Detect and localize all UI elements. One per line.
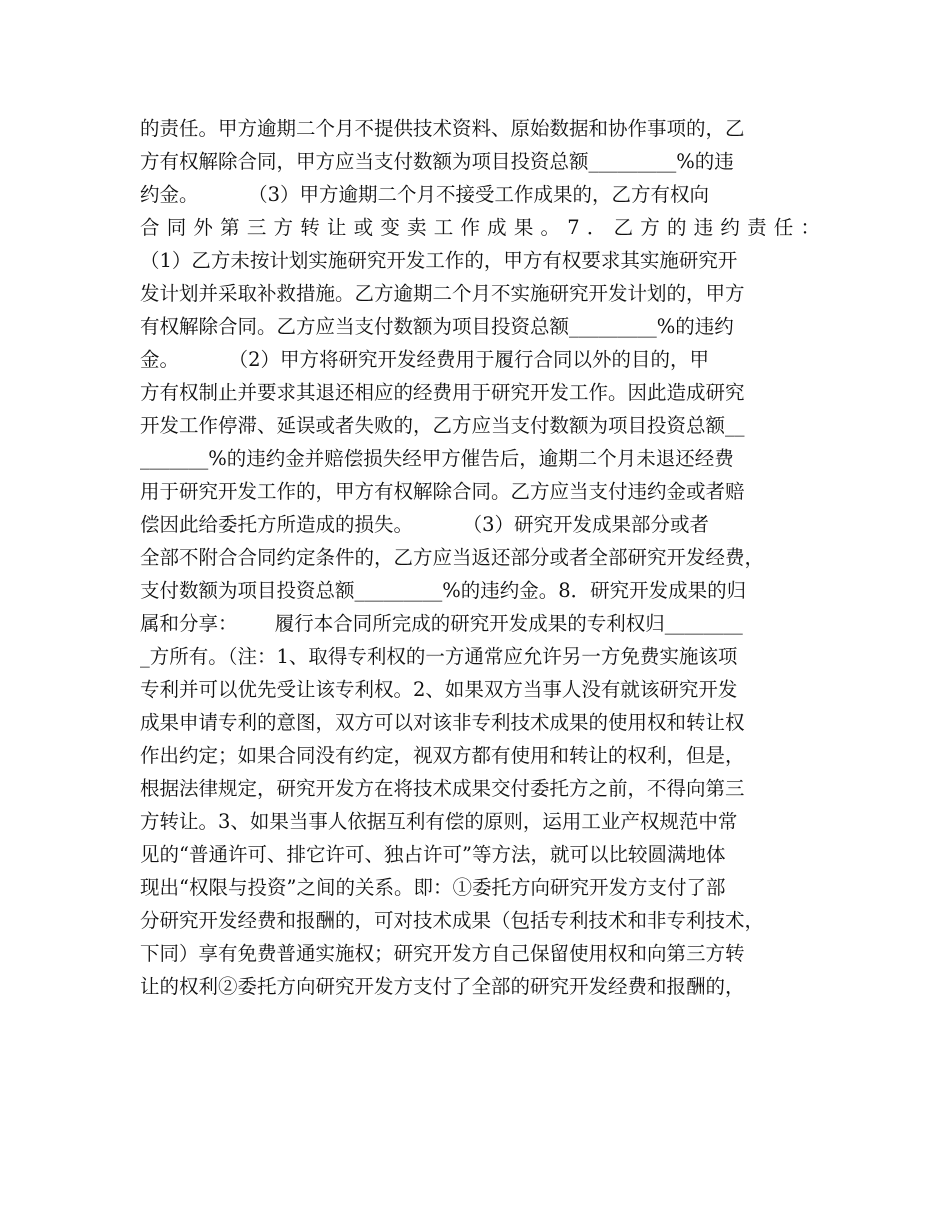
text-line-16: 属和分享： 履行本合同所完成的研究开发成果的专利权归________ xyxy=(140,612,743,635)
text-line-5: （1）乙方未按计划实施研究开发工作的，甲方有权要求其实施研究开 xyxy=(140,249,738,272)
text-line-6: 发计划并采取补救措施。乙方逾期二个月不实施研究开发计划的，甲方 xyxy=(140,282,745,305)
text-line-22: 方转让。3、如果当事人依据互利有偿的原则，运用工业产权规范中常 xyxy=(140,810,738,833)
text-line-25: 分研究开发经费和报酬的，可对技术成果（包括专利技术和非专利技术， xyxy=(140,909,765,932)
text-line-3: 约金。 （3）甲方逾期二个月不接受工作成果的，乙方有权向 xyxy=(140,183,709,206)
text-line-19: 成果申请专利的意图，双方可以对该非专利技术成果的使用权和转让权 xyxy=(140,711,745,734)
text-line-17: _方所有。（注：1、取得专利权的一方通常应允许另一方免费实施该项 xyxy=(140,645,738,668)
text-line-4: 合同外第三方转让或变卖工作成果。7．乙方的违约责任： xyxy=(140,216,820,239)
text-line-26: 下同）享有免费普通实施权；研究开发方自己保留使用权和向第三方转 xyxy=(140,942,745,965)
text-line-21: 根据法律规定，研究开发方在将技术成果交付委托方之前，不得向第三 xyxy=(140,777,745,800)
text-line-23: 见的“普通许可、排它许可、独占许可”等方法，就可以比较圆满地体 xyxy=(140,843,726,866)
text-line-13: 偿因此给委托方所造成的损失。 （3）研究开发成果部分或者 xyxy=(140,513,709,536)
text-line-11: _______%的违约金并赔偿损失经甲方催告后，逾期二个月未退还经费 xyxy=(140,447,734,470)
text-line-24: 现出“权限与投资”之间的关系。即：①委托方向研究开发方支付了部 xyxy=(140,876,726,899)
text-line-15: 支付数额为项目投资总额_________%的违约金。8．研究开发成果的归 xyxy=(140,579,747,602)
text-line-20: 作出约定；如果合同没有约定，视双方都有使用和转让的权利，但是， xyxy=(140,744,745,767)
contract-text xyxy=(140,112,820,1003)
text-line-9: 方有权制止并要求其退还相应的经费用于研究开发工作。因此造成研究 xyxy=(140,381,745,404)
text-line-7: 有权解除合同。乙方应当支付数额为项目投资总额_________%的违约 xyxy=(140,315,734,338)
text-line-12: 用于研究开发工作的，甲方有权解除合同。乙方应当支付违约金或者赔 xyxy=(140,480,745,503)
text-line-27: 让的权利②委托方向研究开发方支付了全部的研究开发经费和报酬的， xyxy=(140,975,745,998)
text-line-10: 开发工作停滞、延误或者失败的，乙方应当支付数额为项目投资总额__ xyxy=(140,414,745,437)
text-line-2: 方有权解除合同，甲方应当支付数额为项目投资总额_________%的违 xyxy=(140,150,734,173)
text-line-14: 全部不附合合同约定条件的，乙方应当返还部分或者全部研究开发经费， xyxy=(140,546,765,569)
text-line-18: 专利并可以优先受让该专利权。2、如果双方当事人没有就该研究开发 xyxy=(140,678,738,701)
text-line-1: 的责任。甲方逾期二个月不提供技术资料、原始数据和协作事项的，乙 xyxy=(140,117,745,140)
text-line-8: 金。 （2）甲方将研究开发经费用于履行合同以外的目的，甲 xyxy=(140,348,709,371)
